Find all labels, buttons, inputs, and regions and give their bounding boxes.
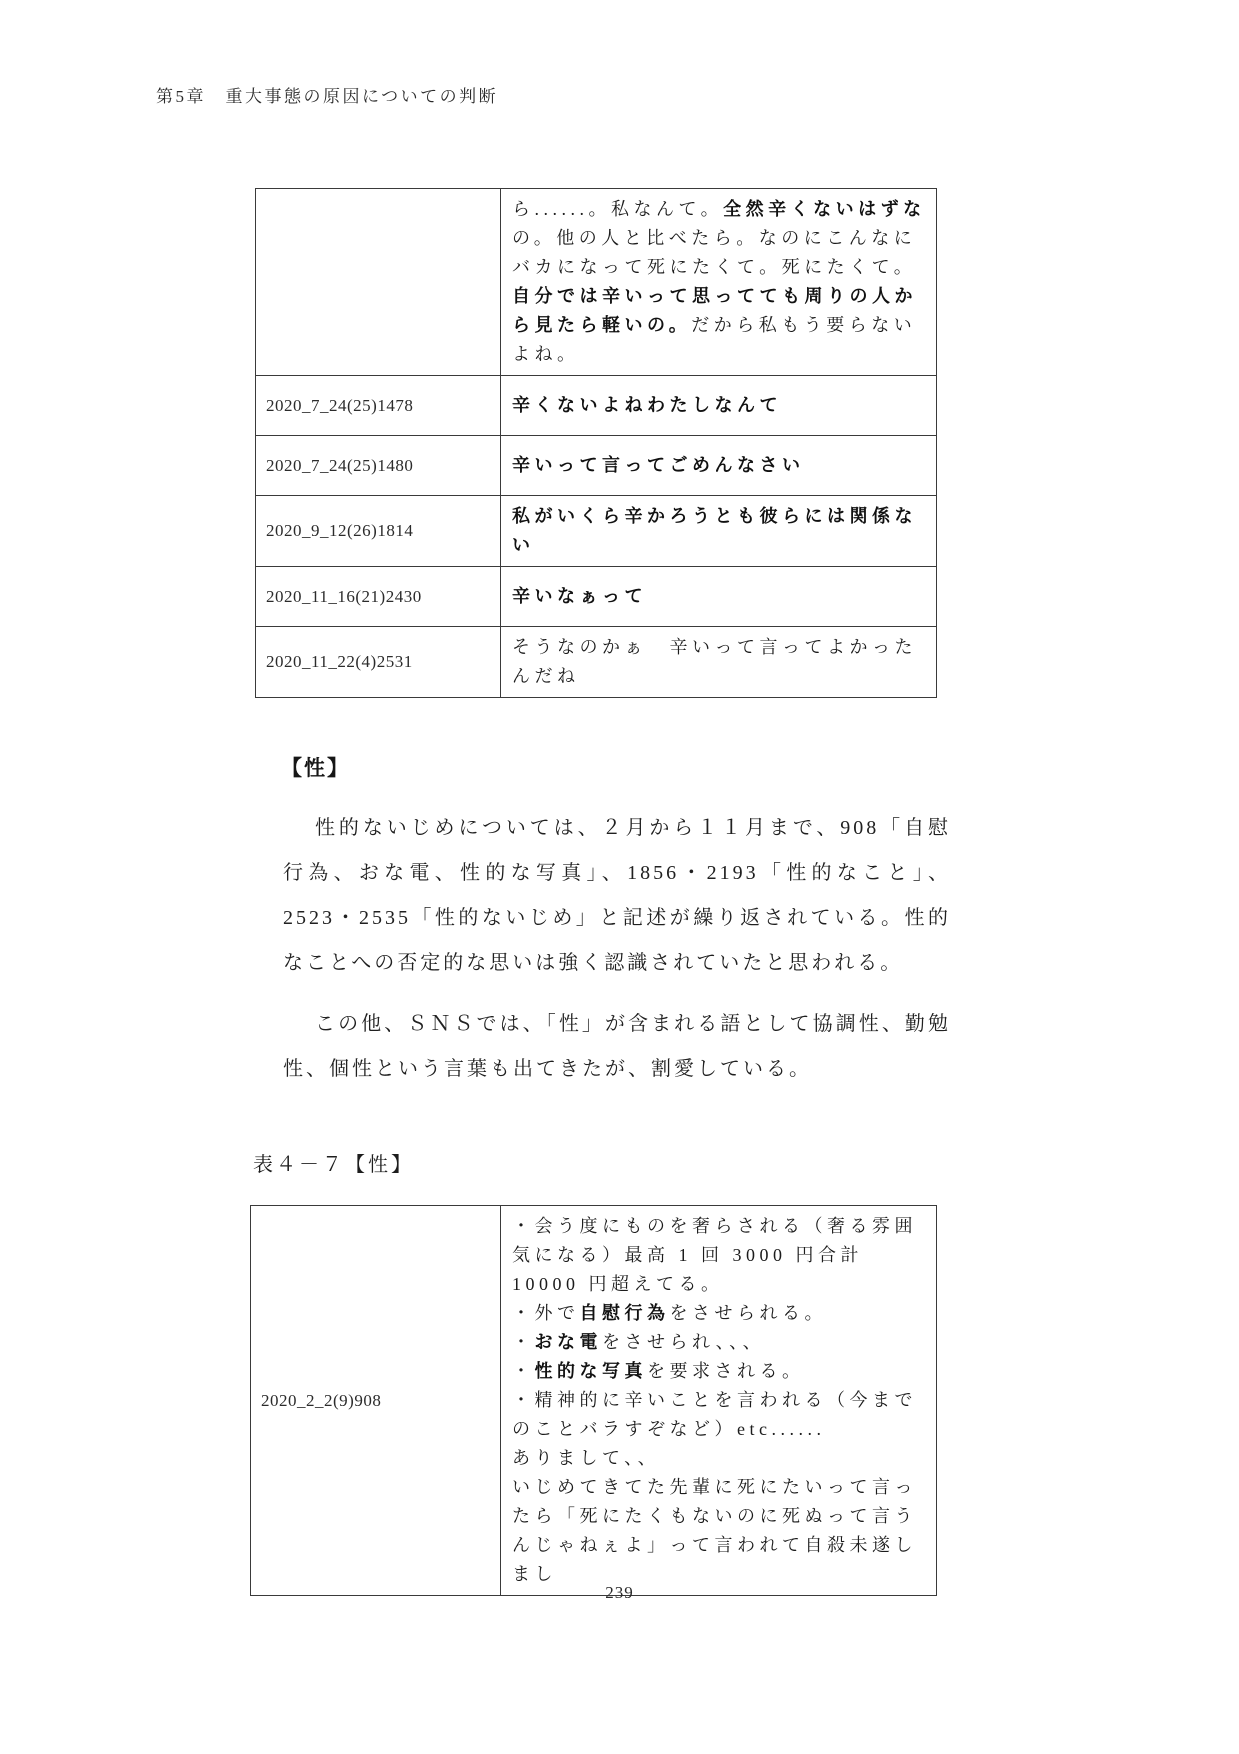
table-row (256, 496, 937, 567)
cell-line: ・会う度にものを奢らされる（奢る雰囲気になる）最高 1 回 3000 円合計 10000 円超えてる。 (512, 1216, 917, 1294)
sex-bullying-table (250, 1205, 937, 1596)
quotes-table (255, 188, 937, 698)
cell-line: ・外で自慰行為をさせられる。 (512, 1303, 827, 1323)
table-row (256, 189, 937, 376)
section-paragraph: この他、ＳＮＳでは、「性」が含まれる語として協調性、勤勉性、個性という言葉も出てきたが、割愛している。 (283, 1013, 951, 1080)
row-text-cell: 辛くないよねわたしなんて (501, 376, 937, 436)
cell-line: いじめてきてた先輩に死にたいって言ったら「死にたくもないのに死ぬって言うんじゃねぇよ」って言われて自殺未遂しまし (512, 1477, 917, 1584)
row-text-cell (501, 1206, 937, 1596)
row-text-cell: そうなのかぁ 辛いって言ってよかったんだね (501, 627, 937, 698)
table-row (256, 567, 937, 627)
table-row (256, 436, 937, 496)
chapter-header: 第5章 重大事態の原因についての判断 (156, 87, 499, 106)
page-number: 239 (605, 1583, 634, 1602)
cell-line: ・おな電をさせられ、、、 (512, 1332, 766, 1352)
cell-line: ありまして、、 (512, 1448, 661, 1468)
table-row (256, 627, 937, 698)
row-id-cell: 2020_7_24(25)1478 (256, 376, 501, 436)
row-text-cell: ら......。私なんて。全然辛くないはずなの。他の人と比べたら。なのにこんなにバカになって死にたくて。死にたくて。自分では辛いって思ってても周りの人から見たら軽いの。だから私もう要らないよね。 (501, 189, 937, 376)
row-id-cell: 2020_7_24(25)1480 (256, 436, 501, 496)
table-caption: 表４－７【性】 (253, 1154, 414, 1176)
row-text-cell: 私がいくら辛かろうとも彼らには関係ない (501, 496, 937, 567)
table-row (251, 1206, 937, 1596)
row-id-cell: 2020_11_22(4)2531 (256, 627, 501, 698)
cell-line: ・精神的に辛いことを言われる（今までのことバラすぞなど）etc...... (512, 1390, 917, 1439)
cell-line: ・性的な写真を要求される。 (512, 1361, 805, 1381)
section-paragraph: 性的ないじめについては、２月から１１月まで、908「自慰行為、おな電、性的な写真」、1856・2193「性的なこと」、2523・2535「性的ないじめ」と記述が繰り返されている。性的なことへの否定的な思いは強く認識されていたと思われる。 (283, 817, 951, 974)
row-id-cell: 2020_2_2(9)908 (251, 1206, 501, 1596)
row-text-cell: 辛いなぁって (501, 567, 937, 627)
section-heading: 【性】 (281, 756, 350, 780)
row-id-cell (256, 189, 501, 376)
table-row (256, 376, 937, 436)
row-text-cell: 辛いって言ってごめんなさい (501, 436, 937, 496)
row-id-cell: 2020_9_12(26)1814 (256, 496, 501, 567)
row-id-cell: 2020_11_16(21)2430 (256, 567, 501, 627)
